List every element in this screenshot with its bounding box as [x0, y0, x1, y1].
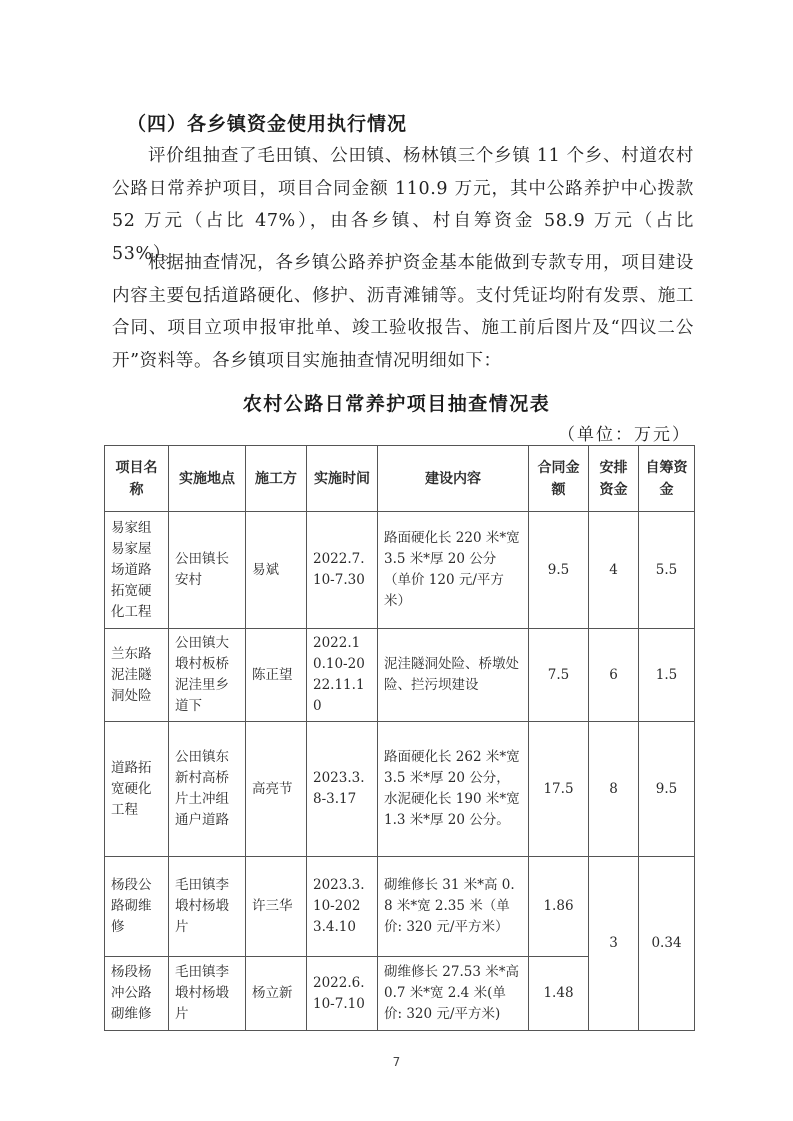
- table-title: 农村公路日常养护项目抽查情况表: [242, 393, 551, 415]
- cell-period: 2022.7.10-7.30: [307, 512, 378, 629]
- cell-contractor: 高亮节: [246, 722, 307, 857]
- cell-period: 2022.6.10-7.10: [307, 957, 378, 1031]
- header-self-raised: 自筹资金: [639, 446, 695, 512]
- paragraph-sampling-summary: 评价组抽查了毛田镇、公田镇、杨林镇三个乡镇 11 个乡、村道农村公路日常养护项目，项目合同金额 110.9 万元，其中公路养护中心拨款 52 万元（占比 47%），由各乡镇、村自筹资金 58.9 万元（占比 53%）。: [112, 146, 694, 264]
- header-contractor: 施工方: [246, 446, 307, 512]
- cell-location: 公田镇大塅村板桥泥洼里乡道下: [169, 629, 246, 722]
- cell-project-name: 兰东路泥洼隧洞处险: [105, 629, 169, 722]
- cell-contract-amount: 17.5: [529, 722, 589, 857]
- table-row: [105, 857, 695, 957]
- section-heading: （四）各乡镇资金使用执行情况: [127, 113, 408, 135]
- cell-allocated: 4: [589, 512, 639, 629]
- cell-self-raised: 1.5: [639, 629, 695, 722]
- cell-contractor: 陈正望: [246, 629, 307, 722]
- cell-content: 砌维修长 27.53 米*高 0.7 米*宽 2.4 米(单价: 320 元/平方米): [378, 957, 529, 1031]
- cell-self-raised-merged: 0.34: [639, 857, 695, 1031]
- paragraph-fund-usage: 根据抽查情况，各乡镇公路养护资金基本能做到专款专用，项目建设内容主要包括道路硬化、修护、沥青滩铺等。支付凭证均附有发票、施工合同、项目立项申报审批单、竣工验收报告、施工前后图片及“四议二公开”资料等。各乡镇项目实施抽查情况明细如下：: [112, 253, 694, 371]
- cell-self-raised: 9.5: [639, 722, 695, 857]
- cell-period: 2023.3.10-2023.4.10: [307, 857, 378, 957]
- cell-contract-amount: 1.86: [529, 857, 589, 957]
- cell-content: 泥洼隧洞处险、桥墩处险、拦污坝建设: [378, 629, 529, 722]
- header-allocated: 安排资金: [589, 446, 639, 512]
- cell-project-name: 道路拓宽硬化工程: [105, 722, 169, 857]
- table-row: [105, 629, 695, 722]
- cell-period: 2022.10.10-2022.11.10: [307, 629, 378, 722]
- page-number: 7: [392, 1055, 401, 1069]
- cell-self-raised: 5.5: [639, 512, 695, 629]
- cell-location: 毛田镇李塅村杨塅片: [169, 857, 246, 957]
- cell-contract-amount: 9.5: [529, 512, 589, 629]
- table-header-row: [105, 446, 695, 512]
- cell-allocated-merged: 3: [589, 857, 639, 1031]
- cell-allocated: 6: [589, 629, 639, 722]
- table-row: [105, 512, 695, 629]
- cell-period: 2023.3.8-3.17: [307, 722, 378, 857]
- cell-project-name: 杨段公路砌维修: [105, 857, 169, 957]
- cell-content: 路面硬化长 220 米*宽 3.5 米*厚 20 公分（单价 120 元/平方米）: [378, 512, 529, 629]
- cell-location: 公田镇东新村高桥片土冲组通户道路: [169, 722, 246, 857]
- cell-location: 公田镇长安村: [169, 512, 246, 629]
- cell-project-name: 杨段杨冲公路砌维修: [105, 957, 169, 1031]
- header-contract-amount: 合同金额: [529, 446, 589, 512]
- cell-contractor: 易斌: [246, 512, 307, 629]
- cell-contractor: 许三华: [246, 857, 307, 957]
- header-period: 实施时间: [307, 446, 378, 512]
- table-unit: （单位：万元）: [558, 425, 691, 445]
- header-content: 建设内容: [378, 446, 529, 512]
- header-project-name: 项目名称: [105, 446, 169, 512]
- cell-content: 路面硬化长 262 米*宽 3.5 米*厚 20 公分， 水泥硬化长 190 米*宽 1.3 米*厚 20 公分。: [378, 722, 529, 857]
- table-row: [105, 722, 695, 857]
- cell-project-name: 易家组易家屋场道路拓宽硬化工程: [105, 512, 169, 629]
- cell-allocated: 8: [589, 722, 639, 857]
- cell-contractor: 杨立新: [246, 957, 307, 1031]
- header-location: 实施地点: [169, 446, 246, 512]
- cell-location: 毛田镇李塅村杨塅片: [169, 957, 246, 1031]
- cell-content: 砌维修长 31 米*高 0.8 米*宽 2.35 米（单价: 320 元/平方米）: [378, 857, 529, 957]
- cell-contract-amount: 7.5: [529, 629, 589, 722]
- maintenance-projects-table: [104, 445, 695, 1031]
- cell-contract-amount: 1.48: [529, 957, 589, 1031]
